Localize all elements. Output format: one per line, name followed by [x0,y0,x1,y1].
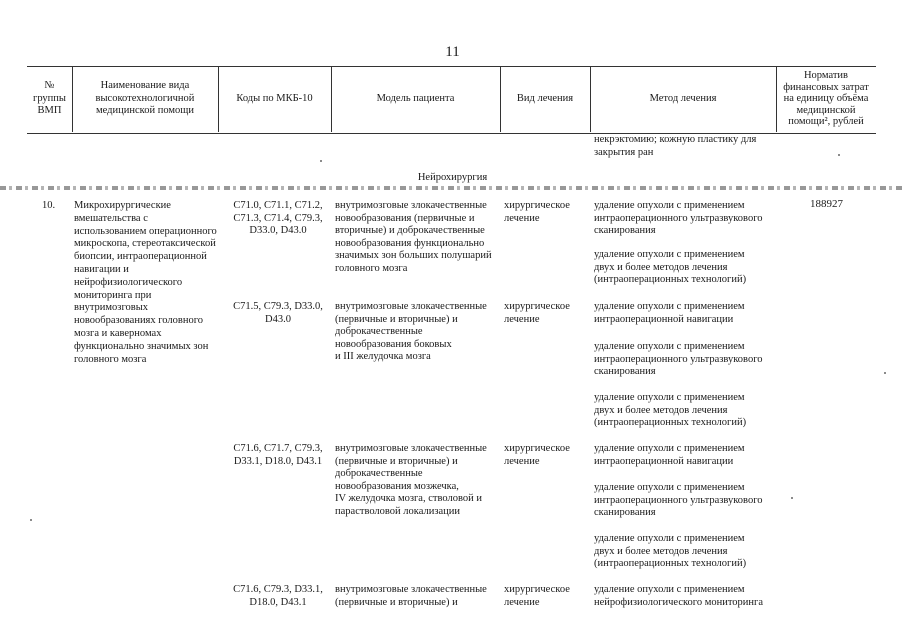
row-method: удаление опухоли с применением интраоперационного ультразвукового сканирования [594,200,763,237]
header-patient-model: Модель пациента [376,92,455,104]
row-codes: C71.5, C79.3, D33.0, D43.0 [233,301,323,325]
header-treatment-type: Вид лечения [516,92,574,104]
section-title: Нейрохирургия [417,172,488,183]
scan-speck [30,519,32,521]
header-care-type: Наименование вида высокотехнологичной медицинской помощи [95,80,195,117]
row-patient-model: внутримозговые злокачественные (первичные и вторичные) и [335,584,487,608]
scan-speck [884,372,886,374]
row-method: удаление опухоли с применением интраоперационной навигации [594,443,745,467]
page-number: 11 [445,44,460,60]
group-name: Микрохирургические вмешательства с использованием операционного микроскопа, стереотаксической биопсии, интраоперационной навигации и нейрофизиологического мониторинга при внутримозговых новообразованиях головного мозга и каверномах функционально значимых зон головного мозга [74,200,217,365]
header-icd-codes: Коды по МКБ-10 [236,92,313,104]
carryover-method: некрэктомию; кожную пластику для закрытия ран [594,134,757,158]
row-patient-model: внутримозговые злокачественные (первичные и вторичные) и доброкачественные новообразования боковых и III желудочка мозга [335,301,487,363]
cost-norm-value: 188927 [810,198,843,210]
header-cost-norm: Норматив финансовых затрат на единицу объёма медицинской помощи², рублей [783,70,869,128]
row-treatment: хирургическое лечение [504,584,570,608]
row-method: удаление опухоли с применением двух и более методов лечения (интраоперационных технологий) [594,249,747,286]
scan-rule [0,186,905,190]
group-number: 10. [42,200,56,211]
row-codes: C71.6, C71.7, C79.3, D33.1, D18.0, D43.1 [233,443,323,467]
row-treatment: хирургическое лечение [504,200,570,224]
scan-speck [838,154,840,156]
row-method: удаление опухоли с применением интраоперационного ультразвукового сканирования [594,482,763,519]
row-codes: C71.6, C79.3, D33.1, D18.0, D43.1 [233,584,323,608]
header-group-number: № группы ВМП [33,80,66,117]
scan-speck [791,497,793,499]
row-method: удаление опухоли с применением нейрофизиологического мониторинга [594,584,764,608]
row-codes: C71.0, C71.1, C71.2, C71.3, C71.4, C79.3, D33.0, D43.0 [233,200,323,237]
scan-speck [320,160,322,162]
row-method: удаление опухоли с применением двух и более методов лечения (интраоперационных технологий) [594,392,747,429]
row-method: удаление опухоли с применением интраоперационной навигации [594,301,745,325]
row-treatment: хирургическое лечение [504,301,570,325]
row-treatment: хирургическое лечение [504,443,570,467]
row-patient-model: внутримозговые злокачественные (первичные и вторичные) и доброкачественные новообразования мозжечка, IV желудочка мозга, стволовой и парастволовой локализации [335,443,487,517]
row-method: удаление опухоли с применением интраоперационного ультразвукового сканирования [594,341,763,378]
row-patient-model: внутримозговые злокачественные новообразования (первичные и вторичные) и доброкачественные новообразования функционально значимых зон больших полушарий головного мозга [335,200,492,274]
row-method: удаление опухоли с применением двух и более методов лечения (интраоперационных технологий) [594,533,747,570]
header-treatment-method: Метод лечения [649,92,717,104]
